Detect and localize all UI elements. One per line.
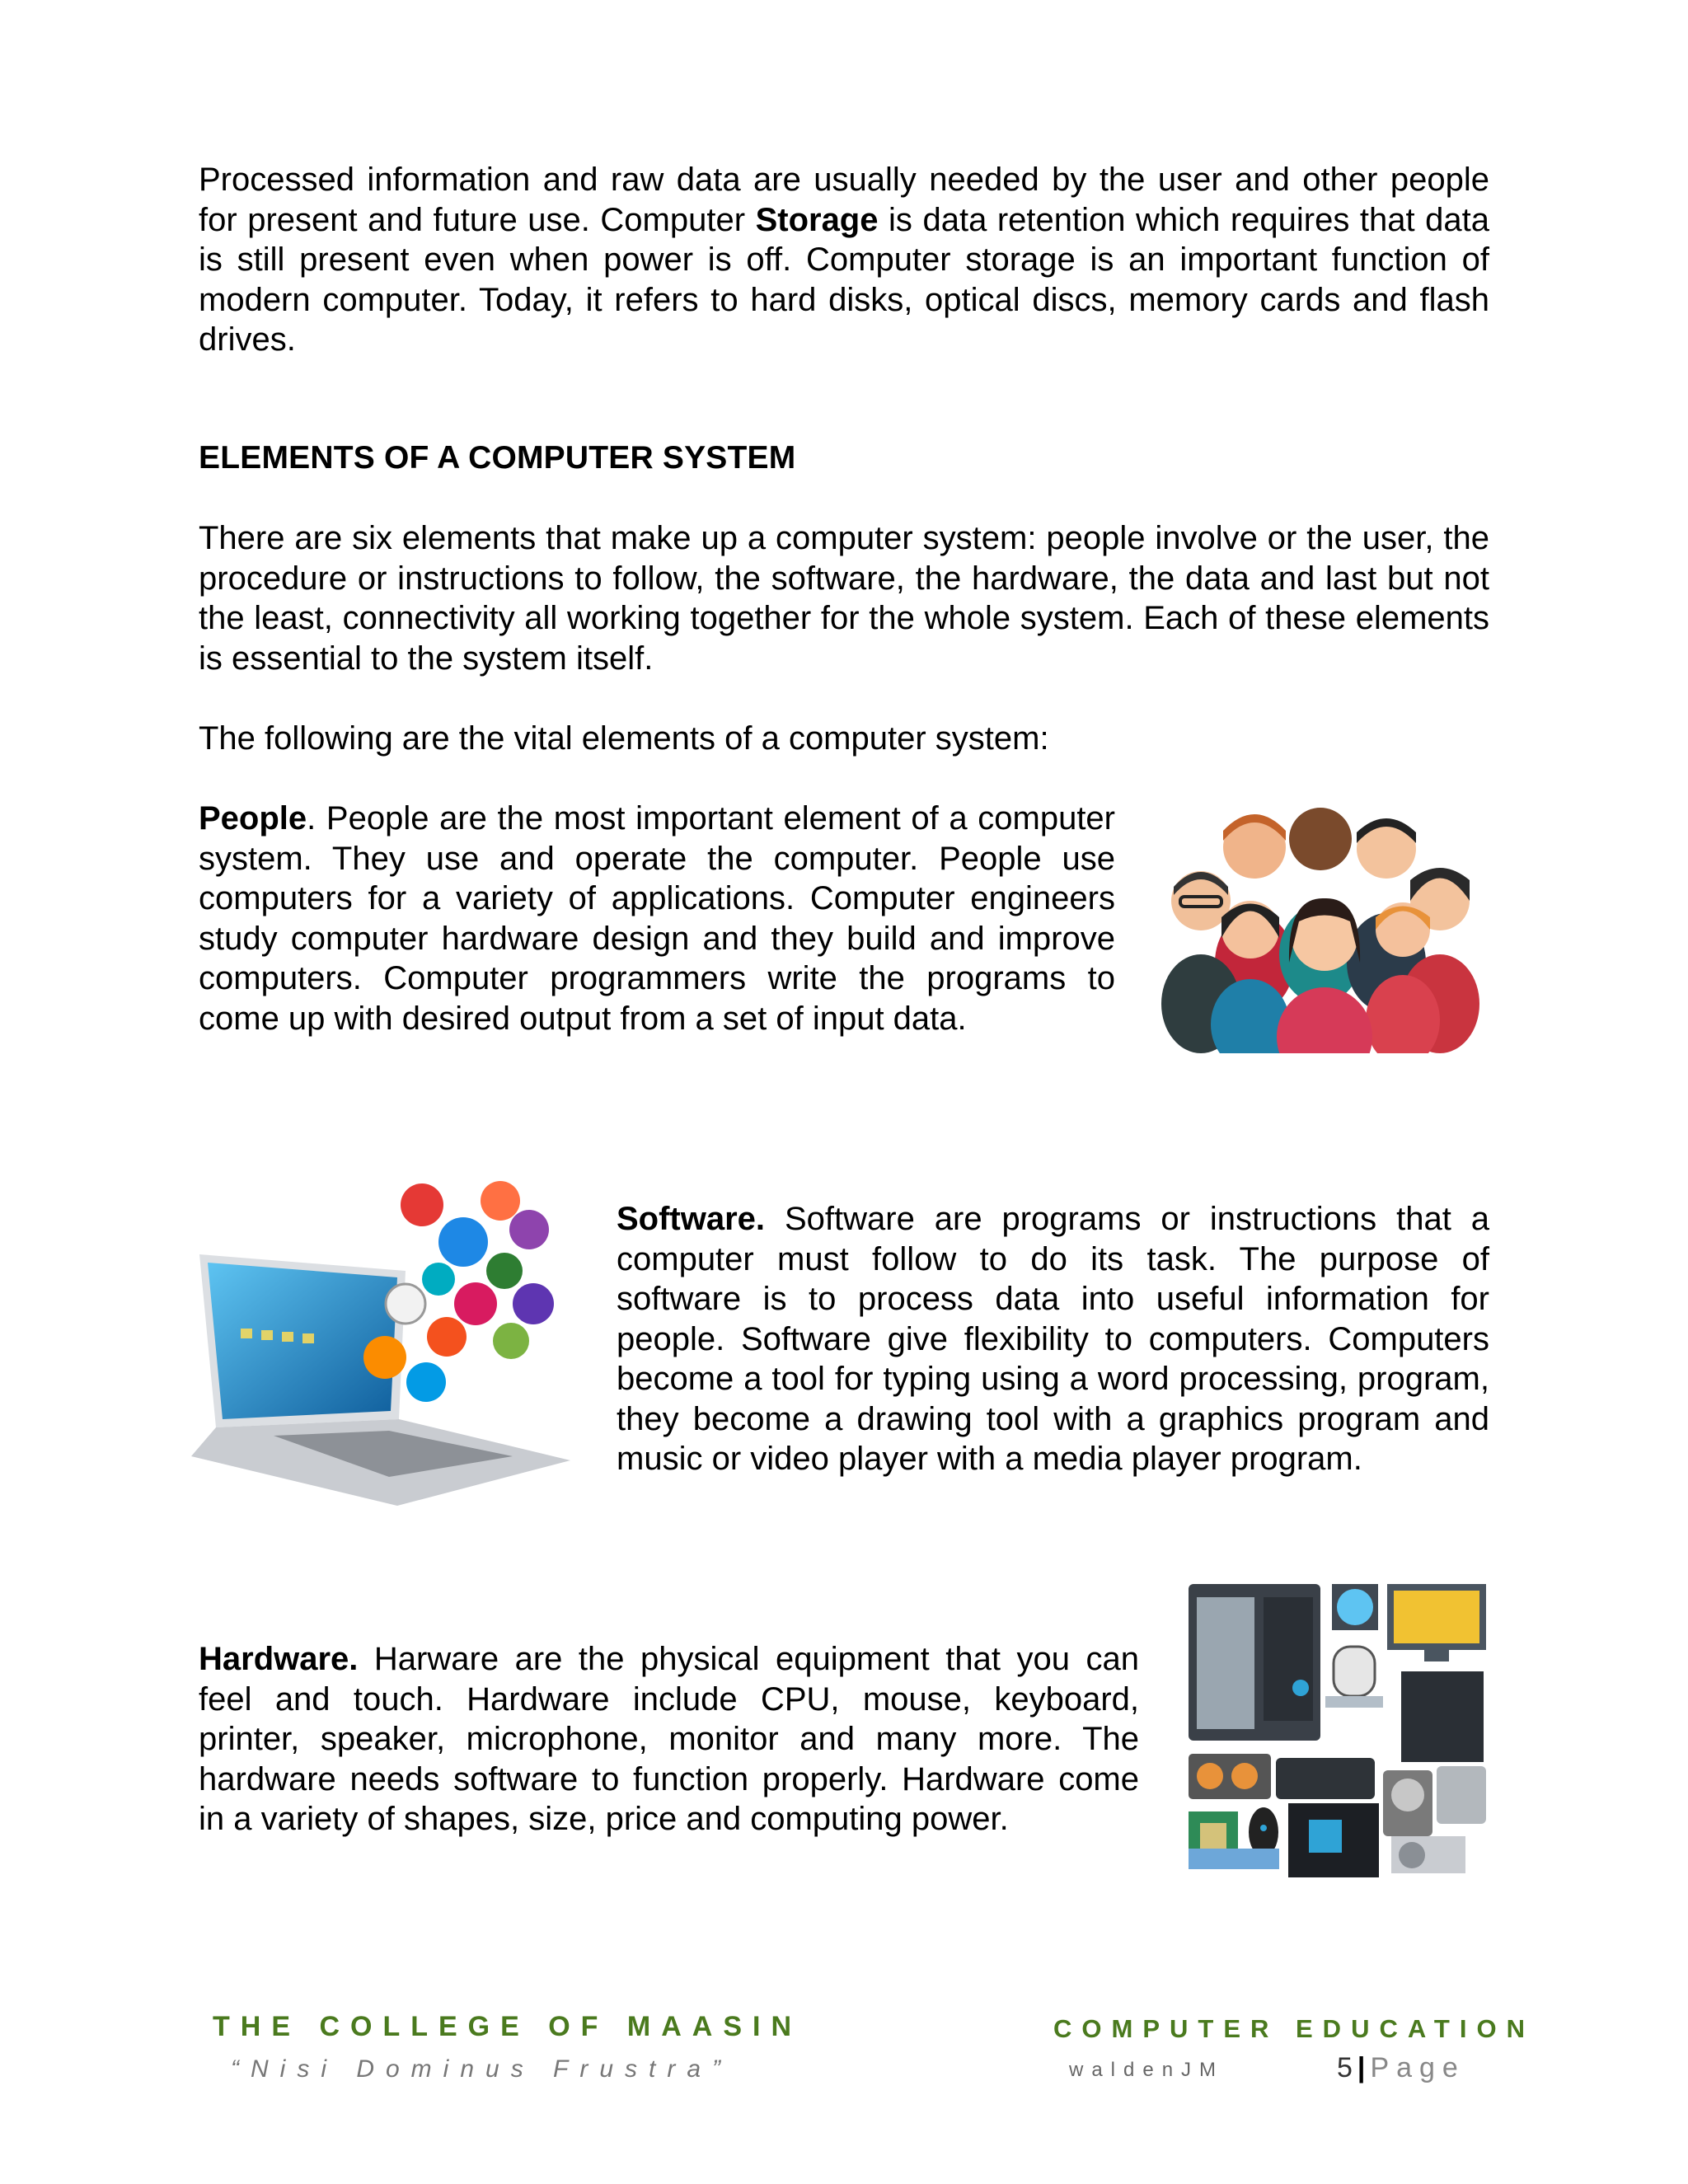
- storage-text-1: Processed information and raw data are usually needed by the user and other people for present and future use. Computer: [199, 162, 1489, 238]
- footer-author: waldenJM: [1069, 2059, 1225, 2081]
- page-number: 5: [1337, 2052, 1353, 2083]
- hardware-paragraph: [199, 1639, 1139, 1840]
- footer-college-name: THE COLLEGE OF MAASIN: [213, 2011, 802, 2042]
- software-text: Software are programs or instructions that a computer must follow to do its task. The purpose of software is to process data into useful information for people. Software give flexibility to computers. Computers become a tool for typing using a word processing, program, they become a drawing tool with a graphics program and music or video player with a media player program.: [617, 1201, 1489, 1477]
- vital-intro-paragraph: The following are the vital elements of a computer system:: [199, 720, 1049, 757]
- hardware-title: Hardware.: [199, 1641, 359, 1677]
- hardware-components-illustration: [1185, 1581, 1490, 1877]
- people-title: People: [199, 800, 307, 837]
- people-text: . People are the most important element of a computer system. They use and operate the computer. People use computers for a variety of applications. Computer engineers study computer hardware design and they build and improve computers. Computer programmers write the programs to come up with desired output from a set of input data.: [199, 800, 1115, 1037]
- people-group-illustration: [1156, 798, 1485, 1053]
- elements-intro-paragraph: There are six elements that make up a computer system: people involve or the user, the procedure or instructions to follow, the software, the hardware, the data and last but not the least, connectivity all working together for the whole system. Each of these elements is essential to the system itself.: [199, 520, 1489, 677]
- laptop-software-illustration: [183, 1180, 595, 1510]
- storage-paragraph: [199, 160, 1489, 360]
- footer-motto: “Nisi Dominus Frustra”: [231, 2055, 733, 2083]
- software-paragraph: [617, 1199, 1489, 1479]
- storage-text-2: is data retention which requires that data is still present even when power is off. Computer storage is an important function of modern computer. Today, it refers to hard disks, optical discs, memory cards and flash drives.: [199, 201, 1489, 358]
- people-paragraph: [199, 799, 1115, 1038]
- page-label: Page: [1370, 2052, 1465, 2083]
- section-heading: ELEMENTS OF A COMPUTER SYSTEM: [199, 440, 796, 476]
- footer-department: COMPUTER EDUCATION: [1053, 2014, 1535, 2043]
- hardware-text: Harware are the physical equipment that you can feel and touch. Hardware include CPU, mouse, keyboard, printer, speaker, microphone, monitor and many more. The hardware needs software to function properly. Hardware come in a variety of shapes, size, price and computing power.: [199, 1641, 1139, 1837]
- footer-page-number: [1337, 2052, 1465, 2084]
- software-title: Software.: [617, 1201, 766, 1237]
- storage-bold-term: Storage: [755, 201, 879, 238]
- page-separator: |: [1357, 2052, 1366, 2083]
